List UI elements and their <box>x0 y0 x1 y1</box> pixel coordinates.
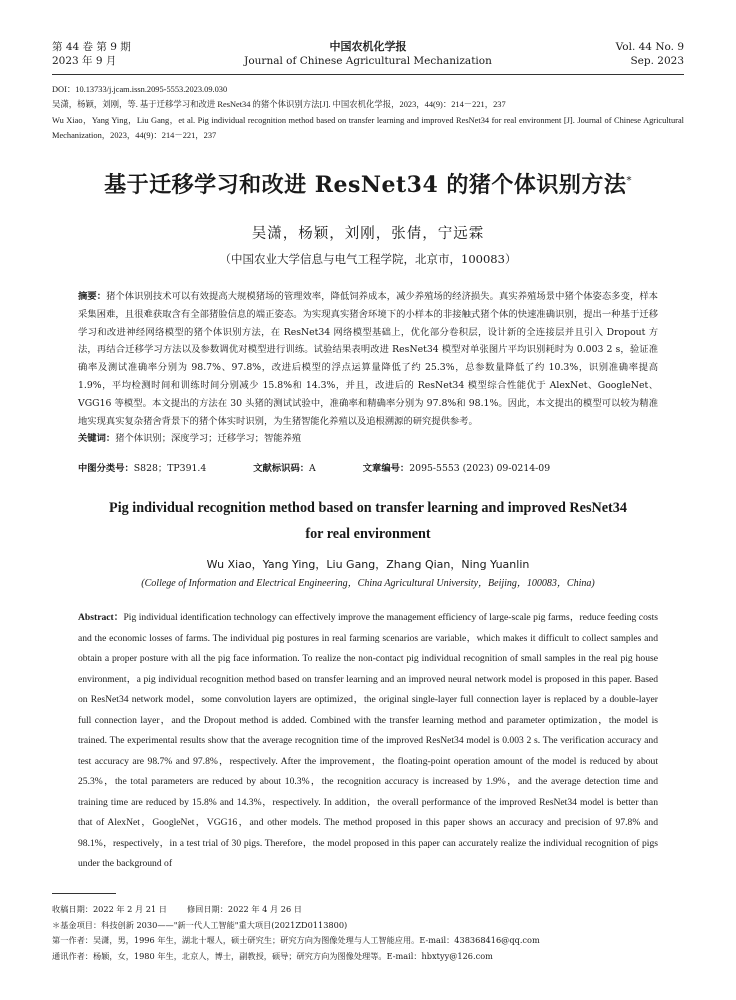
article-label: 文章编号： <box>362 463 410 474</box>
title-en-line2: for real environment <box>305 526 431 542</box>
header-right <box>616 40 684 68</box>
title-en-line1: Pig individual recognition method based on transfer learning and improved ResNet34 <box>109 500 627 516</box>
date-cn: 2023 年 9 月 <box>52 55 117 67</box>
abstract-cn-text: 猪个体识别技术可以有效提高大规模猪场的管理效率，降低饲养成本，减少养殖场的经济损失。真实养殖场景中猪个体姿态多变，样本采集困难，且很难获取含有全部猪脸信息的端正姿态。为实现真实猪舍环境下的小样本的非接触式猪个体的快速准确识别，提出一种基于迁移学习和改进神经网络模型的猪个体识别方法，在 ResNet34 网络模型基础上，优化部分卷积层，设计新的全连接层并且引入 Dropout 方法，再结合迁移学习方法以及参数调优对模型进行训练。试验结果表明改进 ResNet34 模型对单张图片平均识别耗时为 0.003 2 s，验证准确率及测试准确率分别为 98.7%、97.8%，改进后模型的浮点运算量降低了约 25.3%，总参数量降低了约 10.3%，识别准确率提高 1.9%，平均检测时间和训练时间分别减少 15.8%和 14.3%，并且，改进后的 ResNet34 模型综合性能优于 AlexNet、GoogleNet、VGG16 等模型。本文提出的方法在 30 头猪的测试试验中，准确率和精确率分别为 97.8%和 98.1%。因此，本文提出的模型可以较为精准地实现真实复杂猪舍背景下的猪个体实时识别，为生猪智能化养殖以及追根溯源的研究提供参考。 <box>78 291 658 427</box>
journal-name-cn: 中国农机化学报 <box>329 40 407 53</box>
citation-block <box>52 82 684 143</box>
header-rule <box>52 74 684 75</box>
journal-name-en: Journal of Chinese Agricultural Mechanization <box>244 55 492 67</box>
paper-title-cn <box>52 168 684 199</box>
doi: DOI：10.13733/j.jcam.issn.2095-5553.2023.09.030 <box>52 85 228 94</box>
document-code <box>253 460 338 474</box>
fund-mark: * <box>626 175 632 187</box>
abstract-cn-label: 摘要： <box>78 291 107 302</box>
fund-note: ＊基金项目：科技创新 2030——"新一代人工智能"重大项目(2021ZD0113800) <box>52 919 348 930</box>
article-number <box>363 460 572 474</box>
volume-issue-cn: 第 44 卷 第 9 期 <box>52 41 131 53</box>
affiliation-cn: （中国农业大学信息与电气工程学院，北京市，100083） <box>219 252 517 266</box>
doc-value: A <box>309 463 316 474</box>
paper-title-en <box>52 495 684 547</box>
abstract-en-text: Pig individual identification technology can effectively improve the management efficiency of large-scale pig farms，reduce feeding costs and the economic losses of farms. The individual pig postures in real farming scenarios are variable，which makes it difficult to collect samples and obtain a proper posture with all the pig face information. To realize the non-contact pig individual recognition of small samples in the real pig house environment，a pig individual recognition method based on transfer learning and an improved neural network model is proposed in this paper. Based on ResNet34 network model，some convolution layers are optimized，the original single-layer full connection layer is replaced by a double-layer full connection layer，and the Dropout method is added. Combined with the transfer learning method and parameter optimization，the model is trained. The experimental results show that the average recognition time of the improved ResNet34 model is 0.003 2 s. The verification accuracy and test accuracy are 98.7% and 97.8%，respectively. After the improvement，the floating-point operation amount of the model is reduced by about 25.3%，the total parameters are reduced by about 10.3%，the recognition accuracy is increased by 1.9%，and the average detection time and training time are reduced by 15.8% and 14.3%，respectively. In addition，the overall performance of the improved ResNet34 model is better than that of AlexNet，GoogleNet，VGG16，and other models. The method proposed in this paper shows an accuracy and precision of 97.8% and 98.1%，respectively，in a test trial of 30 pigs. Therefore，the model proposed in this paper can accurately realize the individual recognition of pigs under the background of <box>78 612 658 869</box>
keywords-cn-text: 猪个体识别；深度学习；迁移学习；智能养殖 <box>115 433 302 445</box>
abstract-en-label: Abstract： <box>78 612 124 623</box>
received-date: 收稿日期：2022 年 2 月 21 日 <box>52 904 167 914</box>
dates-line <box>52 902 684 918</box>
first-author-note: 第一作者：吴潇，男，1996 年生，湖北十堰人，硕士研究生；研究方向为图像处理与人工智能应用。E-mail：438368416@qq.com <box>52 935 540 945</box>
clc-number <box>78 460 228 474</box>
authors-cn: 吴潇，杨颖，刘刚，张倩，宁远霖 <box>251 226 485 242</box>
clc-label: 中图分类号： <box>78 463 134 474</box>
clc-value: S828；TP391.4 <box>133 463 207 474</box>
corresponding-author-note: 通讯作者：杨颖，女，1980 年生，北京人，博士，副教授，硕导；研究方向为图像处理等。E-mail：hbxtyy@126.com <box>52 950 493 961</box>
doc-label: 文献标识码： <box>253 463 310 474</box>
citation-en: Wu Xiao，Yang Ying，Liu Gang，et al. Pig individual recognition method based on transfer learning and improved ResNet34 for real environment [J]. Journal of Chinese Agricultural Mechanization，2023，44(9)：214－221，237 <box>52 115 684 140</box>
footnotes <box>52 902 684 964</box>
article-value: 2095-5553 (2023) 09-0214-09 <box>409 463 551 474</box>
title-text: 基于迁移学习和改进 ResNet34 的猪个体识别方法 <box>104 172 627 198</box>
running-header <box>52 40 684 74</box>
keywords-cn-label: 关键词： <box>78 433 116 445</box>
citation-cn: 吴潇，杨颖，刘刚，等. 基于迁移学习和改进 ResNet34 的猪个体识别方法[J]. 中国农机化学报，2023，44(9)：214－221，237 <box>52 100 506 110</box>
revised-date: 修回日期：2022 年 4 月 26 日 <box>186 904 302 914</box>
abstract-en <box>78 608 658 875</box>
abstract-cn <box>78 288 658 448</box>
footnote-rule <box>52 893 116 894</box>
date-en: Sep. 2023 <box>630 55 684 67</box>
volume-issue-en: Vol. 44 No. 9 <box>615 41 684 53</box>
affiliation-en: (College of Information and Electrical Engineering，China Agricultural University，Beijing，100083，China) <box>141 578 595 589</box>
classification-line <box>78 460 658 474</box>
authors-en: Wu Xiao，Yang Ying，Liu Gang，Zhang Qian，Ning Yuanlin <box>206 558 530 571</box>
header-center <box>52 40 684 68</box>
